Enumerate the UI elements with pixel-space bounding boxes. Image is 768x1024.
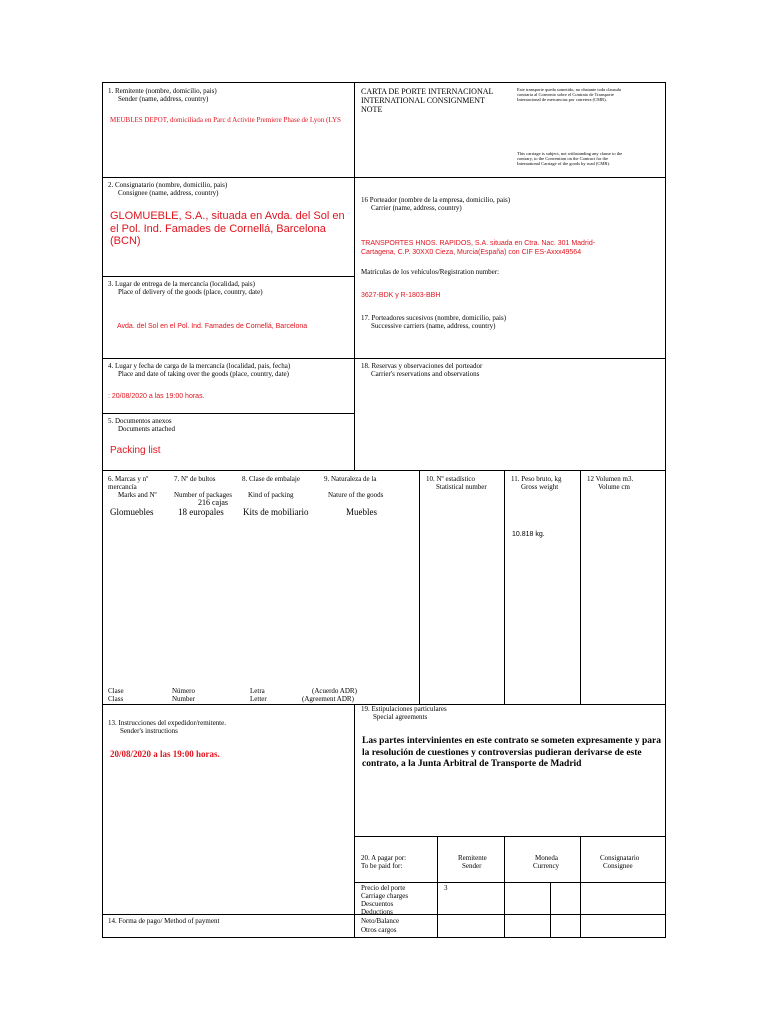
box17-label-en: Successive carriers (name, address, country) [371, 322, 496, 330]
box17-label-es: 17. Porteadores sucesivos (nombre, domicilio, pais) [361, 314, 507, 322]
col12-header-en: Volume cm [598, 483, 630, 491]
box16-label-en: Carrier (name, address, country) [371, 204, 462, 212]
box1-label-es: 1. Remitente (nombre, domicilio, pais) [108, 87, 217, 95]
row-other-charges: Otros cargos [361, 926, 397, 934]
cmr-note-es: Este transporte queda sometido, no obstante toda clausula contraria al Convenio sobre el Contrato de Transporte Internacional de mercancias por carretera (CMR). [517, 87, 621, 102]
divider [355, 836, 666, 837]
doc-title-line3: NOTE [361, 105, 383, 114]
plates-label: Matrículas de los vehículos/Registration number: [361, 268, 500, 276]
divider [504, 836, 505, 938]
box20-label-es: 20. A pagar por: [361, 854, 407, 862]
divider [102, 177, 666, 178]
plates-value: 3627-BDK y R-1803-BBH [361, 292, 441, 299]
col-sender-es: Remitente [458, 854, 487, 862]
adr-acuerdo-es: (Acuerdo ADR) [312, 687, 357, 695]
box3-label-en: Place of delivery of the goods (place, country, date) [118, 288, 263, 296]
divider [355, 882, 666, 883]
col6-header-en: Marks and Nº [118, 491, 157, 499]
divider [419, 470, 420, 704]
divider [580, 836, 581, 938]
packages-value: 18 europales [178, 507, 224, 517]
divider [550, 882, 551, 938]
box13-label-es: 13. Instrucciones del expedidor/remitente. [108, 719, 226, 727]
box19-label-en: Special agreements [373, 713, 428, 721]
doc-title-line1: CARTA DE PORTE INTERNACIONAL [361, 87, 494, 96]
box2-label-en: Consignee (name, address, country) [118, 189, 219, 197]
col12-header-es: 12 Volumen m3. [587, 475, 634, 483]
box14-label: 14. Forma de pago/ Method of payment [108, 917, 220, 925]
nature-value: Muebles [346, 507, 377, 517]
adr-clase-es: Clase [108, 687, 124, 695]
documents-value: Packing list [110, 445, 161, 456]
adr-numero-es: Número [172, 687, 195, 695]
col7-header-es: 7. Nº de bultos [174, 475, 216, 483]
divider [102, 413, 354, 414]
col-sender-en: Sender [462, 862, 482, 870]
packing-value: Kits de mobiliario [243, 507, 309, 517]
box20-label-en: To be paid for: [361, 862, 403, 870]
box2-label-es: 2. Consignatario (nombre, domicilio, pais) [108, 181, 228, 189]
row-carriage-es: Precio del porte [361, 884, 406, 892]
marks-value: Glomuebles [110, 507, 154, 517]
box4-label-en: Place and date of taking over the goods (place, country, date) [118, 370, 289, 378]
box18-label-en: Carrier's reservations and observations [371, 370, 480, 378]
divider [354, 82, 355, 470]
col7-header-en: Number of packages [174, 491, 232, 499]
col-currency-es: Moneda [535, 854, 558, 862]
adr-acuerdo-en: (Agreement ADR) [302, 695, 354, 703]
col-consignee-en: Consignee [603, 862, 633, 870]
box1-label-en: Sender (name, address, country) [118, 95, 209, 103]
adr-clase-en: Class [108, 695, 124, 703]
adr-letra-es: Letra [250, 687, 265, 695]
col10-header-es: 10. Nº estadístico [426, 475, 476, 483]
col6-header-es: 6. Marcas y nº [108, 475, 149, 483]
col6-header-es2: mercancía [108, 483, 137, 491]
box5-label-es: 5. Documentos anexos [108, 417, 172, 425]
delivery-place-value: Avda. del Sol en el Pol. Ind. Famades de Cornellá, Barcelona [117, 323, 308, 330]
divider [102, 276, 354, 277]
box13-label-en: Sender's instructions [120, 727, 178, 735]
box18-label-es: 18. Reservas y observaciones del porteador [361, 362, 483, 370]
divider [580, 470, 581, 704]
col7-cajas: 216 cajas [198, 498, 228, 507]
adr-numero-en: Number [172, 695, 195, 703]
col9-header-en: Nature of the goods [328, 491, 384, 499]
box16-label-es: 16 Porteador (nombre de la empresa, domicilio, pais) [361, 196, 511, 204]
row-balance: Neto/Balance [361, 917, 400, 925]
col-currency-en: Currency [533, 862, 560, 870]
box4-label-es: 4. Lugar y fecha de carga de la mercancía (localidad, pais, fecha) [108, 362, 291, 370]
col8-header-en: Kind of packing [248, 491, 294, 499]
divider [102, 470, 666, 471]
adr-letra-en: Letter [250, 695, 267, 703]
consignee-value: GLOMUEBLE, S.A., situada en Avda. del Sol en el Pol. Ind. Famades de Cornellá, Barcelona (BCN) [110, 210, 345, 247]
special-agreements-value: Las partes intervinientes en este contrato se someten expresamente y para la resolución de cuestiones y controversias pudieran derivarse de este contrato, a la Junta Arbitral de Transporte de Madrid [362, 736, 662, 769]
box19-label-es: 19. Estipulaciones particulares [361, 705, 447, 713]
col8-header-es: 8. Clase de embalaje [242, 475, 300, 483]
col-consignee-es: Consignatario [600, 854, 640, 862]
col9-header-es: 9. Naturaleza de la [324, 475, 377, 483]
divider [504, 470, 505, 704]
cmr-note-en: This carriage is subject, not withstanding any clause to the contrary, to the Convention on the Contract for the International Carriage of the goods by road (CMR). [517, 151, 623, 166]
row-deductions-en: Deductions [361, 908, 393, 916]
sender-value: MEUBLES DEPOT, domiciliada en Parc d Activite Premiere Phase de Lyon (LYS [110, 116, 341, 124]
divider [354, 704, 355, 938]
row-carriage-en: Carriage charges [361, 892, 409, 900]
col11-header-es: 11. Peso bruto, kg [511, 475, 562, 483]
weight-value: 10.818 kg. [512, 531, 545, 538]
sender-instructions-value: 20/08/2020 a las 19:00 horas. [110, 749, 220, 759]
col11-header-en: Gross weight [521, 483, 559, 491]
box3-label-es: 3. Lugar de entrega de la mercancía (localidad, pais) [108, 280, 255, 288]
divider [102, 358, 666, 359]
loading-date-value: : 20/08/2020 a las 19:00 horas. [108, 393, 205, 400]
col10-header-en: Statistical number [436, 483, 487, 491]
divider [437, 836, 438, 938]
row-deductions-es: Descuentos [361, 900, 394, 908]
carrier-value: TRANSPORTES HNOS. RAPIDOS, S.A. situada en Ctra. Nac. 301 Madrid-Cartagena, C.P. 30XX0 Cieza, Murcia(España) con CIF ES-Axxx49564 [361, 240, 596, 256]
doc-title-line2: INTERNATIONAL CONSIGNMENT [361, 96, 485, 105]
carriage-price-value: 3 [444, 884, 448, 892]
box5-label-en: Documents attached [118, 425, 175, 433]
